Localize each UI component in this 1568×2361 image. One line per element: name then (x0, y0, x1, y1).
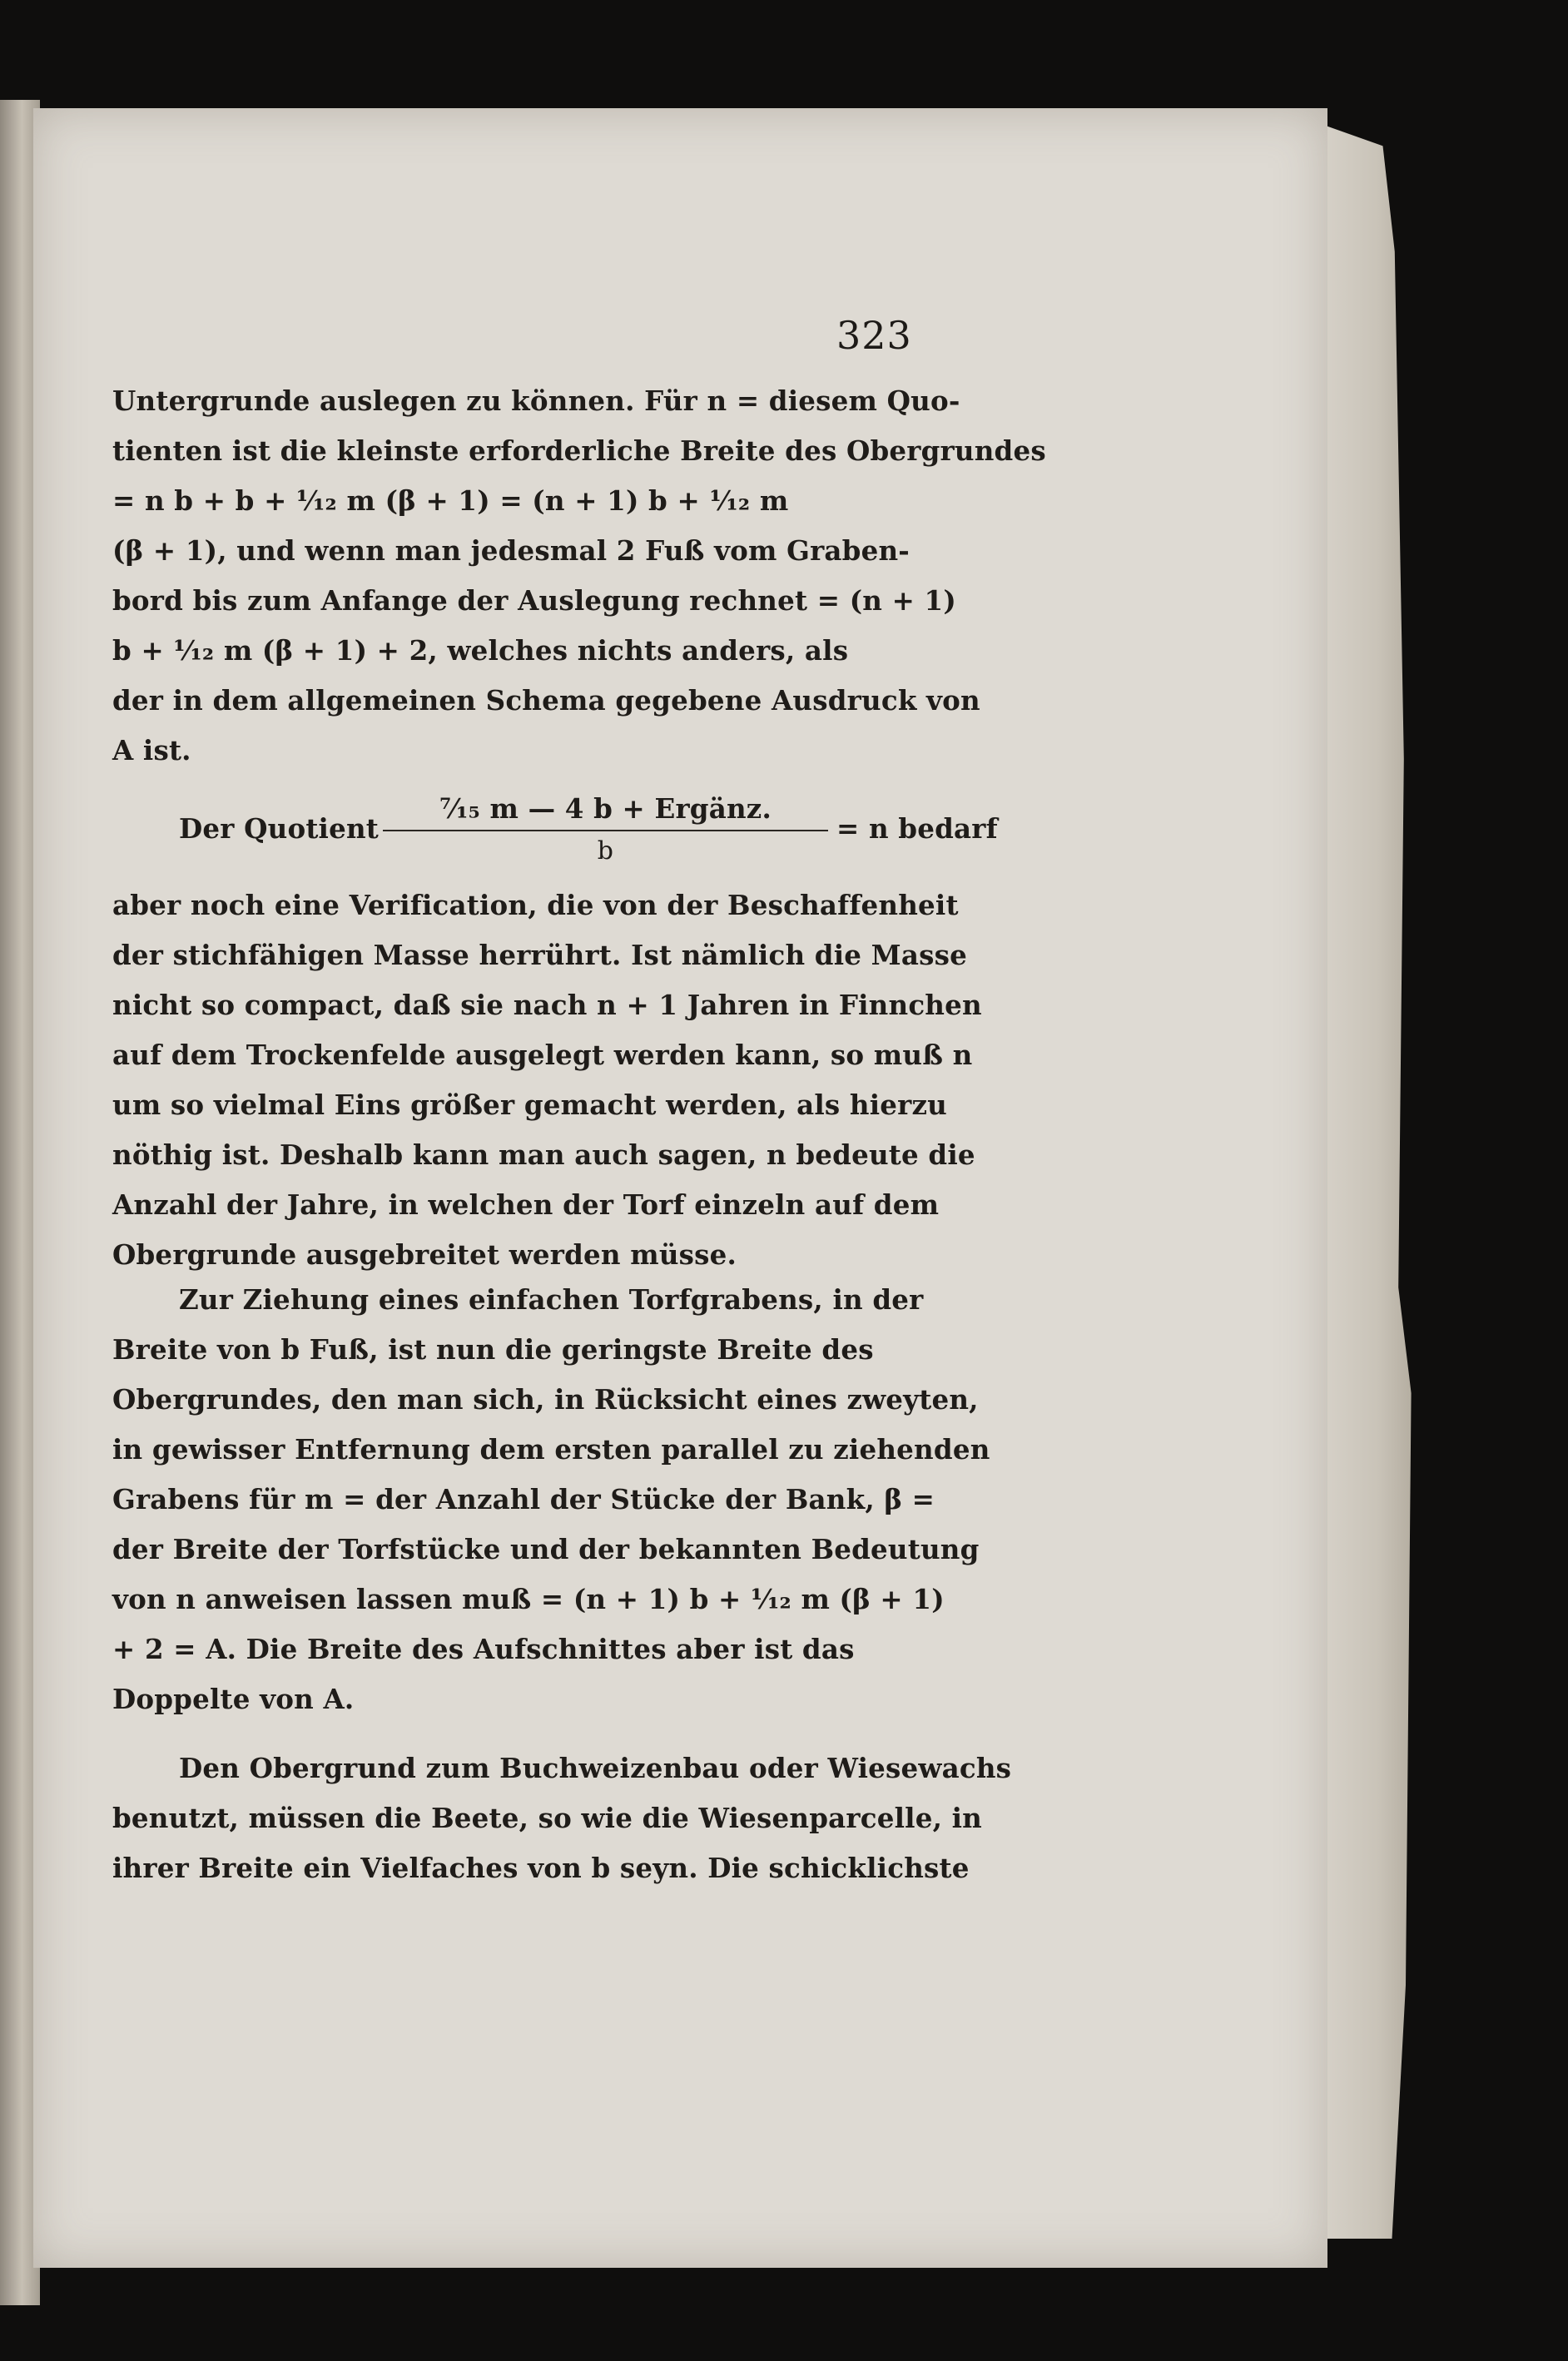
text-line: um so vielmal Eins größer gemacht werden, als hierzu (112, 1089, 947, 1121)
page-number: 323 (836, 313, 912, 358)
fraction-numerator: ⁷⁄₁₅ m — 4 b + Ergänz. (439, 792, 772, 825)
quotient-line (112, 776, 998, 880)
quotient-tail: = n bedarf (836, 812, 998, 845)
text-line: A ist. (112, 734, 191, 766)
text-line: nicht so compact, daß sie nach n + 1 Jahren in Finnchen (112, 989, 982, 1021)
paragraph-2 (112, 776, 998, 1280)
text-line: Zur Ziehung eines einfachen Torfgrabens, in der (179, 1283, 924, 1316)
text-line: ihrer Breite ein Vielfaches von b seyn. Die schicklichste (112, 1852, 970, 1884)
text-line: = n b + b + ¹⁄₁₂ m (β + 1) = (n + 1) b + ¹⁄₁₂ m (112, 484, 789, 517)
text-line: Den Obergrund zum Buchweizenbau oder Wiesewachs (179, 1752, 1012, 1784)
text-line: der Breite der Torfstücke und der bekannten Bedeutung (112, 1533, 980, 1565)
text-line: (β + 1), und wenn man jedesmal 2 Fuß vom Graben- (112, 534, 910, 567)
paragraph-3 (112, 1275, 990, 1724)
page-fore-edge (1323, 125, 1415, 2239)
text-line: Breite von b Fuß, ist nun die geringste Breite des (112, 1333, 874, 1366)
text-line: auf dem Trockenfelde ausgelegt werden kann, so muß n (112, 1039, 973, 1071)
text-line: Untergrunde auslegen zu können. Für n = diesem Quo- (112, 384, 960, 417)
text-line: + 2 = A. Die Breite des Aufschnittes aber ist das (112, 1633, 855, 1665)
text-line: tienten ist die kleinste erforderliche Breite des Obergrundes (112, 434, 1046, 467)
text-line: der in dem allgemeinen Schema gegebene Ausdruck von (112, 684, 980, 717)
text-line: Anzahl der Jahre, in welchen der Torf einzeln auf dem (112, 1188, 940, 1221)
text-line: von n anweisen lassen muß = (n + 1) b + ¹⁄₁₂ m (β + 1) (112, 1583, 945, 1615)
text-line: Grabens für m = der Anzahl der Stücke der Bank, β = (112, 1483, 935, 1515)
text-line: nöthig ist. Deshalb kann man auch sagen, n bedeute die (112, 1138, 975, 1171)
text-line: in gewisser Entfernung dem ersten parallel zu ziehenden (112, 1433, 990, 1466)
text-line: Obergrunde ausgebreitet werden müsse. (112, 1238, 737, 1271)
quotient-lead: Der Quotient (179, 812, 379, 845)
text-line: bord bis zum Anfange der Auslegung rechnet = (n + 1) (112, 584, 956, 617)
paragraph-4 (112, 1743, 1012, 1893)
paragraph-1 (112, 376, 1046, 776)
text-line: der stichfähigen Masse herrührt. Ist nämlich die Masse (112, 939, 967, 971)
text-line: aber noch eine Verification, die von der Beschaffenheit (112, 889, 959, 921)
text-line: Obergrundes, den man sich, in Rücksicht eines zweyten, (112, 1383, 979, 1416)
text-line: Doppelte von A. (112, 1683, 355, 1715)
text-line: b + ¹⁄₁₂ m (β + 1) + 2, welches nichts anders, als (112, 634, 849, 667)
fraction-bar (383, 830, 828, 831)
quotient-fraction (383, 791, 828, 868)
fraction-denominator: b (597, 836, 614, 866)
text-line: benutzt, müssen die Beete, so wie die Wiesenparcelle, in (112, 1802, 982, 1834)
